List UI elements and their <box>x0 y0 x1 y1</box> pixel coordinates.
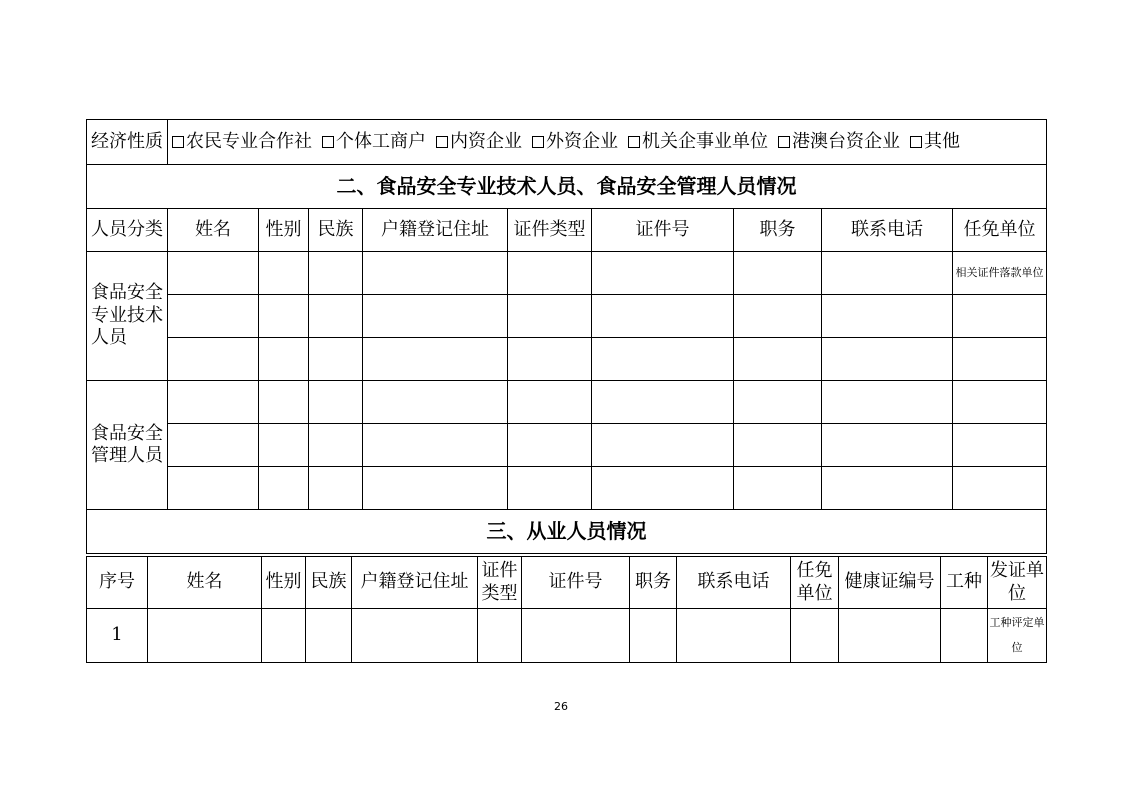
cell-gender[interactable] <box>259 424 309 467</box>
option-individual[interactable]: 个体工商户 <box>322 131 426 152</box>
cell-phone[interactable] <box>822 381 953 424</box>
personnel-table <box>86 119 1047 554</box>
cell-phone[interactable] <box>822 338 953 381</box>
cell-id-number[interactable] <box>592 467 734 510</box>
cell-id-number[interactable] <box>592 252 734 295</box>
section3-title: 三、从业人员情况 <box>87 510 1047 554</box>
cell-appointing-unit[interactable] <box>953 424 1047 467</box>
cell-name[interactable] <box>168 252 259 295</box>
checkbox-icon[interactable] <box>436 136 448 148</box>
header-appointing-unit: 任免单位 <box>791 557 839 609</box>
table-row <box>87 467 1047 510</box>
header-appointing-unit: 任免单位 <box>953 209 1047 252</box>
cell-gender[interactable] <box>262 609 306 663</box>
cell-id-number[interactable] <box>522 609 630 663</box>
header-id-type: 证件类型 <box>478 557 522 609</box>
checkbox-icon[interactable] <box>628 136 640 148</box>
cell-appointing-unit[interactable] <box>791 609 839 663</box>
section2-header-row <box>87 209 1047 252</box>
economic-nature-label: 经济性质 <box>87 120 168 165</box>
page-number: 26 <box>554 700 568 713</box>
cell-appointing-unit[interactable] <box>953 467 1047 510</box>
header-category: 人员分类 <box>87 209 168 252</box>
header-position: 职务 <box>734 209 822 252</box>
header-address: 户籍登记住址 <box>363 209 508 252</box>
header-index: 序号 <box>87 557 148 609</box>
option-hk-macao-tw[interactable]: 港澳台资企业 <box>778 131 900 152</box>
checkbox-icon[interactable] <box>322 136 334 148</box>
cell-id-type[interactable] <box>508 467 592 510</box>
checkbox-icon[interactable] <box>778 136 790 148</box>
cell-address[interactable] <box>363 467 508 510</box>
option-foreign[interactable]: 外资企业 <box>532 131 618 152</box>
cell-gender[interactable] <box>259 252 309 295</box>
cell-address[interactable] <box>363 424 508 467</box>
cell-phone[interactable] <box>677 609 791 663</box>
cell-position[interactable] <box>734 381 822 424</box>
table-row <box>87 609 1047 663</box>
table-row <box>87 424 1047 467</box>
cell-position[interactable] <box>734 338 822 381</box>
table-row <box>87 338 1047 381</box>
cell-address[interactable] <box>363 381 508 424</box>
cell-name[interactable] <box>168 381 259 424</box>
cell-ethnicity[interactable] <box>309 424 363 467</box>
cell-id-type[interactable] <box>508 381 592 424</box>
cell-gender[interactable] <box>259 338 309 381</box>
cell-phone[interactable] <box>822 467 953 510</box>
checkbox-icon[interactable] <box>532 136 544 148</box>
cell-id-type[interactable] <box>478 609 522 663</box>
table-row <box>87 381 1047 424</box>
cell-gender[interactable] <box>259 295 309 338</box>
cell-gender[interactable] <box>259 467 309 510</box>
cell-name[interactable] <box>168 338 259 381</box>
cell-ethnicity[interactable] <box>306 609 352 663</box>
section2-title: 二、食品安全专业技术人员、食品安全管理人员情况 <box>87 165 1047 209</box>
cell-position[interactable] <box>734 252 822 295</box>
header-id-type: 证件类型 <box>508 209 592 252</box>
header-id-number: 证件号 <box>592 209 734 252</box>
section3-header-row <box>87 557 1047 609</box>
row-index: 1 <box>87 609 148 663</box>
table-row <box>87 252 1047 295</box>
cell-gender[interactable] <box>259 381 309 424</box>
option-institution[interactable]: 机关企事业单位 <box>628 131 768 152</box>
cell-position[interactable] <box>734 467 822 510</box>
cell-name[interactable] <box>168 295 259 338</box>
cell-position[interactable] <box>630 609 677 663</box>
cell-id-number[interactable] <box>592 295 734 338</box>
cell-id-number[interactable] <box>592 424 734 467</box>
table-row <box>87 295 1047 338</box>
cell-id-number[interactable] <box>592 338 734 381</box>
cell-position[interactable] <box>734 295 822 338</box>
cell-ethnicity[interactable] <box>309 295 363 338</box>
option-domestic[interactable]: 内资企业 <box>436 131 522 152</box>
cell-position[interactable] <box>734 424 822 467</box>
header-ethnicity: 民族 <box>306 557 352 609</box>
group-management-staff: 食品安全管理人员 <box>87 381 168 510</box>
cell-ethnicity[interactable] <box>309 381 363 424</box>
header-ethnicity: 民族 <box>309 209 363 252</box>
appointing-unit-note: 相关证件落款单位 <box>953 252 1047 295</box>
header-job-type: 工种 <box>941 557 988 609</box>
cell-phone[interactable] <box>822 252 953 295</box>
cell-name[interactable] <box>168 467 259 510</box>
cell-job-type[interactable] <box>941 609 988 663</box>
cell-appointing-unit[interactable] <box>953 295 1047 338</box>
header-name: 姓名 <box>148 557 262 609</box>
cell-id-number[interactable] <box>592 381 734 424</box>
header-position: 职务 <box>630 557 677 609</box>
economic-nature-options <box>168 120 1047 165</box>
checkbox-icon[interactable] <box>910 136 922 148</box>
cell-health-cert[interactable] <box>839 609 941 663</box>
header-phone: 联系电话 <box>677 557 791 609</box>
group-tech-staff: 食品安全专业技术人员 <box>87 252 168 381</box>
cell-name[interactable] <box>148 609 262 663</box>
header-name: 姓名 <box>168 209 259 252</box>
cell-id-type[interactable] <box>508 295 592 338</box>
cell-ethnicity[interactable] <box>309 467 363 510</box>
option-other[interactable]: 其他 <box>910 131 960 152</box>
header-address: 户籍登记住址 <box>352 557 478 609</box>
cell-address[interactable] <box>352 609 478 663</box>
cell-id-type[interactable] <box>508 338 592 381</box>
header-gender: 性别 <box>262 557 306 609</box>
header-health-cert: 健康证编号 <box>839 557 941 609</box>
cell-ethnicity[interactable] <box>309 252 363 295</box>
cell-appointing-unit[interactable] <box>953 381 1047 424</box>
employees-table <box>86 556 1047 663</box>
header-phone: 联系电话 <box>822 209 953 252</box>
issuing-unit-note: 工种评定单位 <box>988 609 1047 663</box>
cell-ethnicity[interactable] <box>309 338 363 381</box>
cell-appointing-unit[interactable] <box>953 338 1047 381</box>
cell-name[interactable] <box>168 424 259 467</box>
checkbox-icon[interactable] <box>172 136 184 148</box>
cell-address[interactable] <box>363 252 508 295</box>
cell-phone[interactable] <box>822 424 953 467</box>
cell-address[interactable] <box>363 338 508 381</box>
header-issuing-unit: 发证单位 <box>988 557 1047 609</box>
cell-phone[interactable] <box>822 295 953 338</box>
header-id-number: 证件号 <box>522 557 630 609</box>
header-gender: 性别 <box>259 209 309 252</box>
cell-id-type[interactable] <box>508 424 592 467</box>
cell-address[interactable] <box>363 295 508 338</box>
cell-id-type[interactable] <box>508 252 592 295</box>
option-farmer-coop[interactable]: 农民专业合作社 <box>172 131 312 152</box>
